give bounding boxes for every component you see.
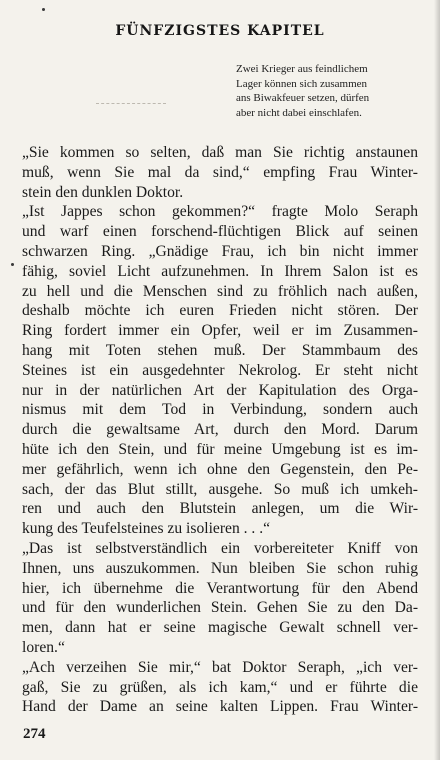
ink-speck [42, 8, 45, 11]
body-line: gaß, Sie zu grüßen, als ich kam,“ und er führte die [22, 678, 418, 696]
body-line: und warf einen forschend-flüchtigen Blick auf seinen [22, 223, 418, 241]
body-line: muß, wenn Sie mal da sind,“ empfing Frau Winter- [22, 163, 418, 181]
body-line: Hand der Dame an seine kalten Lippen. Frau Winter- [22, 698, 418, 716]
body-line: hang mit Toten stehen muß. Der Stammbaum des [22, 341, 418, 359]
body-line: hier, ich übernehme die Verantwortung für den Abend [22, 579, 418, 597]
body-line: schwarzen Ring. „Gnädige Frau, ich bin nicht immer [22, 242, 418, 260]
body-line: nur in der natürlichen Art der Kapitulation des Orga- [22, 381, 418, 399]
body-line: „Sie kommen so selten, daß man Sie richtig anstaunen [22, 144, 418, 161]
body-line: loren.“ [22, 638, 65, 656]
body-line: und für den wunderlichen Stein. Gehen Sie zu den Da- [22, 599, 418, 617]
body-line: nismus mit dem Tod in Verbindung, sondern auch [22, 401, 418, 419]
body-text [22, 143, 418, 717]
body-line: hüte ich den Stein, und für meine Umgebung ist es im- [22, 440, 418, 458]
body-line: „Ist Jappes schon gekommen?“ fragte Molo Seraph [22, 203, 418, 221]
body-line: Steines ist ein ausgedehnter Nekrolog. Er steht nicht [22, 361, 418, 379]
faint-margin-mark [96, 103, 166, 105]
body-line: fähig, soviel Licht aufzunehmen. In Ihrem Salon ist es [22, 262, 418, 280]
page-number: 274 [23, 726, 46, 742]
body-line: deshalb möchte ich euren Frieden nicht stören. Der [22, 302, 418, 320]
chapter-title: FÜNFZIGSTES KAPITEL [115, 23, 325, 39]
motto-line: aber nicht dabei einschlafen. [236, 106, 362, 119]
body-line: Ring fordert immer ein Opfer, weil er im Zusammen- [22, 322, 418, 340]
body-line: Ihnen, uns auszukommen. Nun bleiben Sie schon ruhig [22, 559, 418, 577]
motto-line: ans Biwakfeuer setzen, dürfen [236, 92, 370, 104]
body-line: „Das ist selbstverständlich ein vorbereiteter Kniff von [22, 539, 418, 557]
body-line: „Ach verzeihen Sie mir,“ bat Doktor Seraph, „ich ver- [22, 658, 418, 676]
body-line: stein den dunklen Doktor. [22, 183, 184, 201]
body-line: men, dann hat er seine magische Gewalt schnell ver- [22, 619, 418, 637]
body-line: sach, der das Blut stillt, ausgehe. So muß ich umkeh- [22, 480, 418, 498]
body-line: zu hell und die Menschen sind zu fröhlich nach außen, [22, 282, 418, 300]
body-line: kung des Teufelsteines zu isolieren . . .“ [22, 520, 271, 538]
body-line: durch die gewaltsame Art, durch den Mord. Darum [22, 421, 418, 439]
body-line: ren und auch den Blutstein anlegen, um die Wir- [22, 500, 418, 518]
motto-line: Lager können sich zusammen [236, 77, 368, 90]
motto-line: Zwei Krieger aus feindlichem [236, 63, 368, 75]
chapter-motto [236, 62, 416, 120]
body-line: mer gefährlich, wenn ich ohne den Gegenstein, den Pe- [22, 460, 418, 478]
ink-speck [11, 263, 14, 266]
